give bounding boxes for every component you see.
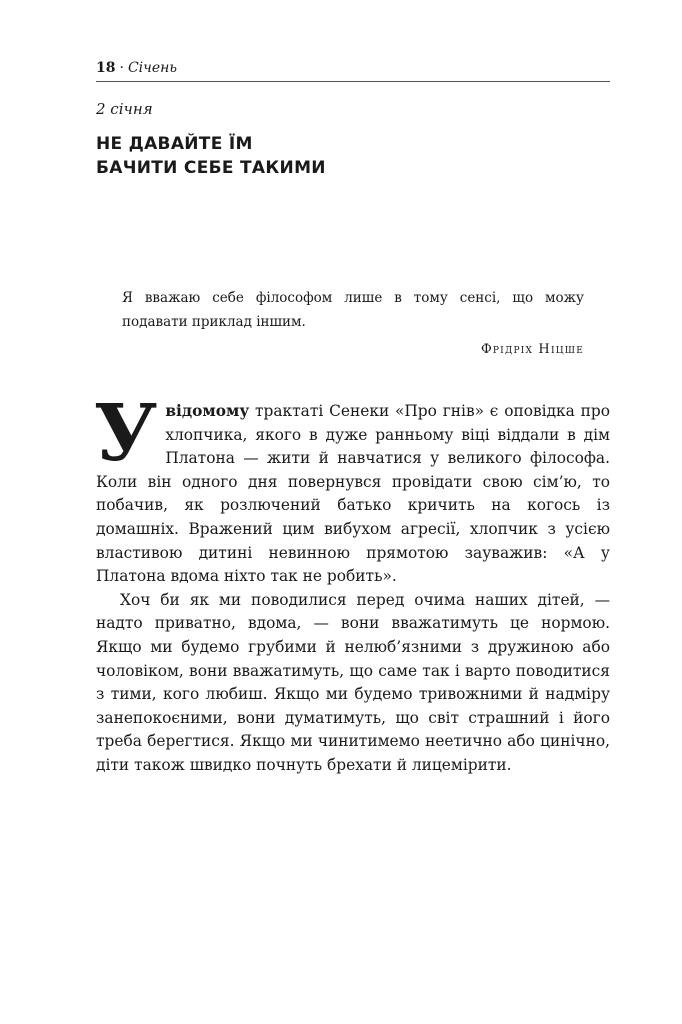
entry-title (96, 132, 576, 180)
drop-cap: У (94, 388, 158, 479)
paragraph-2: Хоч би як ми поводилися перед очима наших дітей, — надто приватно, вдома, — вони вважатимуть це нормою. Якщо ми будемо грубими й нелюб’язними з дружиною або чоловіком, вони вважатимуть, що саме так і варто поводитися з тими, кого любиш. Якщо ми будемо тривожними й надміру занепокоєними, вони думатимуть, що світ страшний і його треба берегтися. Якщо ми чинитимемо неетично або цинічно, діти також швидко почнуть брехати й лицемірити. (96, 590, 610, 774)
epigraph-quote: Я вважаю себе філософом лише в тому сенсі, що можу подавати приклад іншим. (122, 290, 584, 330)
entry-date: 2 січня (96, 100, 153, 118)
paragraph-1 (94, 388, 610, 589)
running-header (96, 59, 610, 82)
title-line-1: НЕ ДАВАЙТЕ ЇМ (96, 134, 253, 154)
paragraph-1-text: трактаті Сенеки «Про гнів» є оповідка про хлопчика, якого в дуже ранньому віці віддали в дім Платона — жити й навчатися у великого філософа. Коли він одного дня повернувся провідати свою сім’ю, то побачив, як розлючений батько кричить на когось із домашніх. Вражений цим вибухом агресії, хлопчик з усією властивою дитині невинною прямотою зауважив: «А у Платона вдома ніхто так не робить». (96, 402, 610, 586)
header-month: Січень (127, 60, 177, 76)
lead-word: відомому (165, 402, 250, 420)
body-text (94, 388, 610, 778)
epigraph-author: Фрідріх Ніцше (480, 342, 584, 357)
title-line-2: БАЧИТИ СЕБЕ ТАКИМИ (96, 158, 326, 178)
page-number: 18 (96, 60, 116, 76)
header-separator: · (119, 60, 124, 76)
